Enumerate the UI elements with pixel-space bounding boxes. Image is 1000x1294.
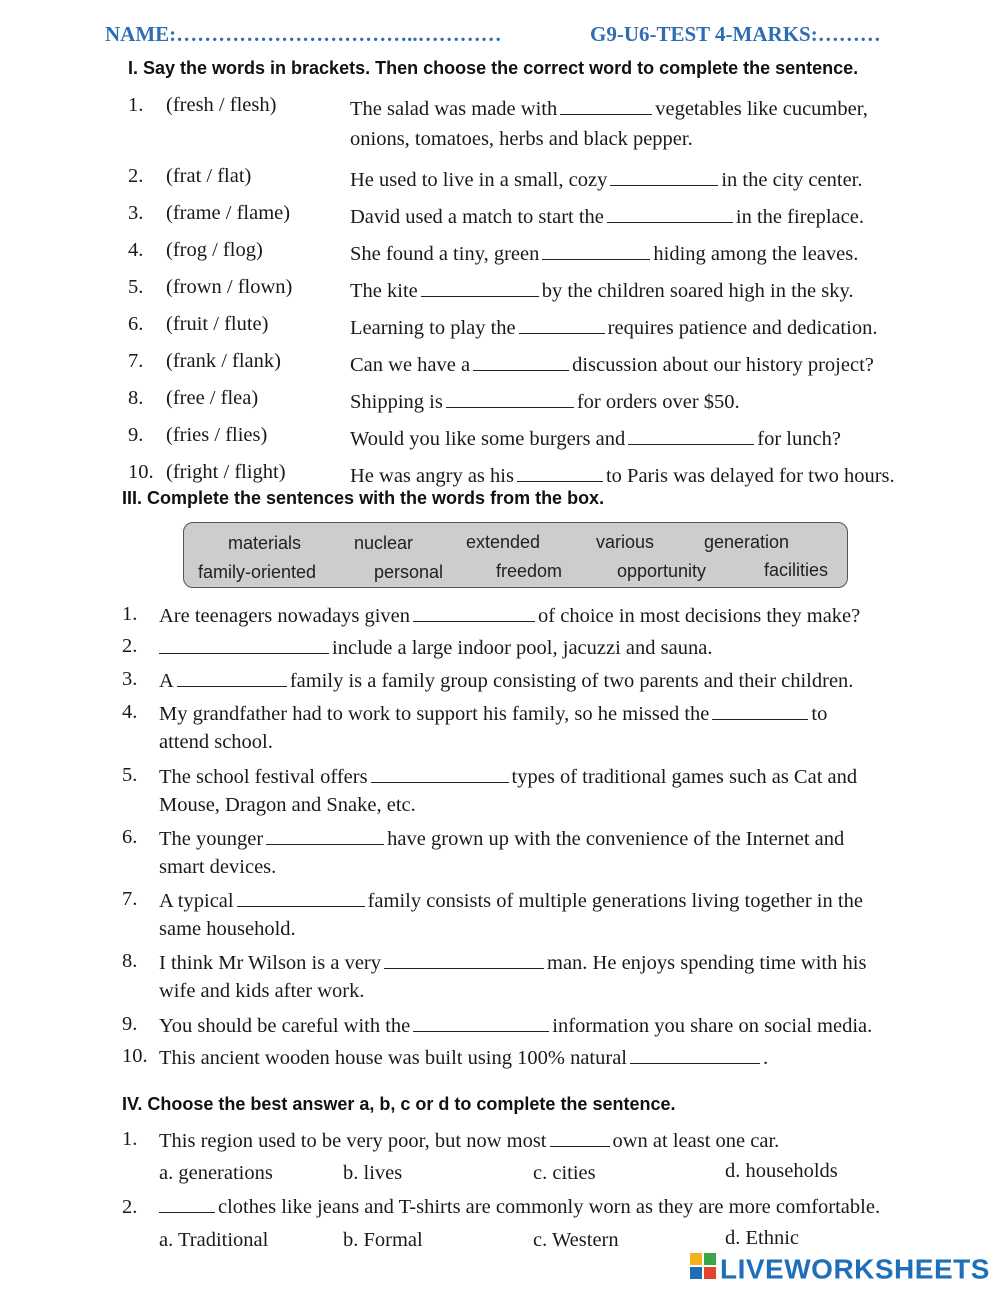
answer-blank[interactable]: [159, 1194, 215, 1213]
item-number: 7.: [128, 350, 144, 372]
sentence: Shipping is for orders over $50.: [350, 391, 740, 413]
sentence: Are teenagers nowadays given of choice in most decisions they make?: [159, 605, 861, 627]
option-b[interactable]: b. Formal: [343, 1229, 423, 1251]
sentence: I think Mr Wilson is a very man. He enjoys spending time with his: [159, 952, 867, 974]
item-number: 4.: [128, 239, 144, 261]
answer-blank[interactable]: [550, 1128, 610, 1147]
sentence: My grandfather had to work to support his family, so he missed the to: [159, 703, 828, 725]
box-word: freedom: [496, 561, 563, 581]
test-marks-label: G9-U6-TEST 4-MARKS:………: [590, 22, 881, 46]
sentence: The younger have grown up with the convenience of the Internet and: [159, 828, 845, 850]
answer-blank[interactable]: [628, 426, 754, 445]
answer-blank[interactable]: [560, 96, 652, 115]
section-4-title: IV. Choose the best answer a, b, c or d to complete the sentence.: [122, 1094, 676, 1114]
item-number: 8.: [122, 950, 138, 972]
item-number: 2.: [122, 1196, 138, 1218]
liveworksheets-logo: [690, 1252, 990, 1286]
sentence: David used a match to start the in the fireplace.: [350, 206, 864, 228]
word-pair: (frown / flown): [166, 276, 293, 298]
item-number: 6.: [128, 313, 144, 335]
option-d[interactable]: d. households: [725, 1160, 838, 1182]
sentence: This region used to be very poor, but now most own at least one car.: [159, 1130, 780, 1152]
sentence: Can we have a discussion about our history project?: [350, 354, 874, 376]
answer-blank[interactable]: [384, 950, 544, 969]
sentence: This ancient wooden house was built using 100% natural .: [159, 1047, 769, 1069]
box-word: generation: [704, 532, 790, 552]
answer-blank[interactable]: [413, 603, 535, 622]
answer-blank[interactable]: [237, 888, 365, 907]
item-number: 2.: [128, 165, 144, 187]
liveworksheets-logo-icon: [690, 1253, 716, 1286]
item-number: 8.: [128, 387, 144, 409]
logo-text: LIVEWORKSHEETS: [720, 1253, 990, 1285]
word-pair: (frog / flog): [166, 239, 263, 261]
item-number: 10.: [128, 461, 154, 483]
section-1-title: I. Say the words in brackets. Then choose the correct word to complete the sentence.: [128, 58, 859, 78]
item-number: 10.: [122, 1045, 148, 1067]
item-number: 1.: [128, 94, 144, 116]
sentence: A family is a family group consisting of two parents and their children.: [159, 670, 854, 692]
sentence-continued: onions, tomatoes, herbs and black pepper.: [350, 128, 693, 150]
item-number: 9.: [122, 1013, 138, 1035]
answer-blank[interactable]: [159, 635, 329, 654]
answer-blank[interactable]: [446, 389, 574, 408]
option-c[interactable]: c. cities: [533, 1162, 596, 1184]
box-word: facilities: [764, 560, 829, 580]
answer-blank[interactable]: [266, 826, 384, 845]
sentence: Learning to play the requires patience and dedication.: [350, 317, 878, 339]
answer-blank[interactable]: [177, 668, 287, 687]
answer-blank[interactable]: [630, 1045, 760, 1064]
item-number: 1.: [122, 603, 138, 625]
sentence: A typical family consists of multiple generations living together in the: [159, 890, 863, 912]
box-word: opportunity: [617, 561, 707, 581]
answer-blank[interactable]: [607, 204, 733, 223]
answer-blank[interactable]: [712, 701, 808, 720]
name-label: NAME:……………………………..…………: [105, 22, 502, 46]
answer-blank[interactable]: [371, 764, 509, 783]
sentence: include a large indoor pool, jacuzzi and sauna.: [159, 635, 712, 660]
option-a[interactable]: a. generations: [159, 1162, 273, 1184]
answer-blank[interactable]: [542, 241, 650, 260]
sentence: You should be careful with the information you share on social media.: [159, 1015, 873, 1037]
word-pair: (free / flea): [166, 387, 259, 409]
item-number: 2.: [122, 635, 138, 657]
word-pair: (frame / flame): [166, 202, 291, 224]
box-word: extended: [466, 532, 541, 552]
sentence: He was angry as his to Paris was delayed for two hours.: [350, 465, 895, 487]
sentence: The kite by the children soared high in the sky.: [350, 280, 854, 302]
sentence: clothes like jeans and T-shirts are commonly worn as they are more comfortable.: [159, 1194, 880, 1219]
option-a[interactable]: a. Traditional: [159, 1229, 269, 1251]
sentence-continued: Mouse, Dragon and Snake, etc.: [159, 794, 416, 816]
answer-blank[interactable]: [519, 315, 605, 334]
sentence: The salad was made with vegetables like cucumber,: [350, 98, 868, 120]
sentence: Would you like some burgers and for lunch?: [350, 428, 841, 450]
word-pair: (frank / flank): [166, 350, 281, 372]
sentence: He used to live in a small, cozy in the city center.: [350, 169, 863, 191]
item-number: 5.: [128, 276, 144, 298]
sentence-continued: wife and kids after work.: [159, 980, 365, 1002]
word-pair: (fries / flies): [166, 424, 268, 446]
option-c[interactable]: c. Western: [533, 1229, 619, 1251]
answer-blank[interactable]: [517, 463, 603, 482]
sentence: The school festival offers types of traditional games such as Cat and: [159, 766, 858, 788]
box-word: nuclear: [354, 533, 414, 553]
box-word: various: [596, 532, 655, 552]
box-word: family-oriented: [198, 562, 317, 582]
word-pair: (fruit / flute): [166, 313, 269, 335]
word-pair: (fresh / flesh): [166, 94, 277, 116]
item-number: 6.: [122, 826, 138, 848]
item-number: 1.: [122, 1128, 138, 1150]
option-b[interactable]: b. lives: [343, 1162, 403, 1184]
answer-blank[interactable]: [610, 167, 718, 186]
answer-blank[interactable]: [473, 352, 569, 371]
word-pair: (frat / flat): [166, 165, 252, 187]
item-number: 3.: [122, 668, 138, 690]
box-word: personal: [374, 562, 444, 582]
sentence-continued: attend school.: [159, 731, 273, 753]
word-box: [183, 522, 848, 588]
word-pair: (fright / flight): [166, 461, 286, 483]
item-number: 4.: [122, 701, 138, 723]
answer-blank[interactable]: [413, 1013, 549, 1032]
sentence-continued: same household.: [159, 918, 296, 940]
sentence-continued: smart devices.: [159, 856, 277, 878]
answer-blank[interactable]: [421, 278, 539, 297]
item-number: 3.: [128, 202, 144, 224]
item-number: 9.: [128, 424, 144, 446]
option-d[interactable]: d. Ethnic: [725, 1227, 800, 1249]
box-word: materials: [228, 533, 302, 553]
item-number: 7.: [122, 888, 138, 910]
sentence: She found a tiny, green hiding among the leaves.: [350, 243, 859, 265]
item-number: 5.: [122, 764, 138, 786]
section-3-title: III. Complete the sentences with the words from the box.: [122, 488, 605, 508]
